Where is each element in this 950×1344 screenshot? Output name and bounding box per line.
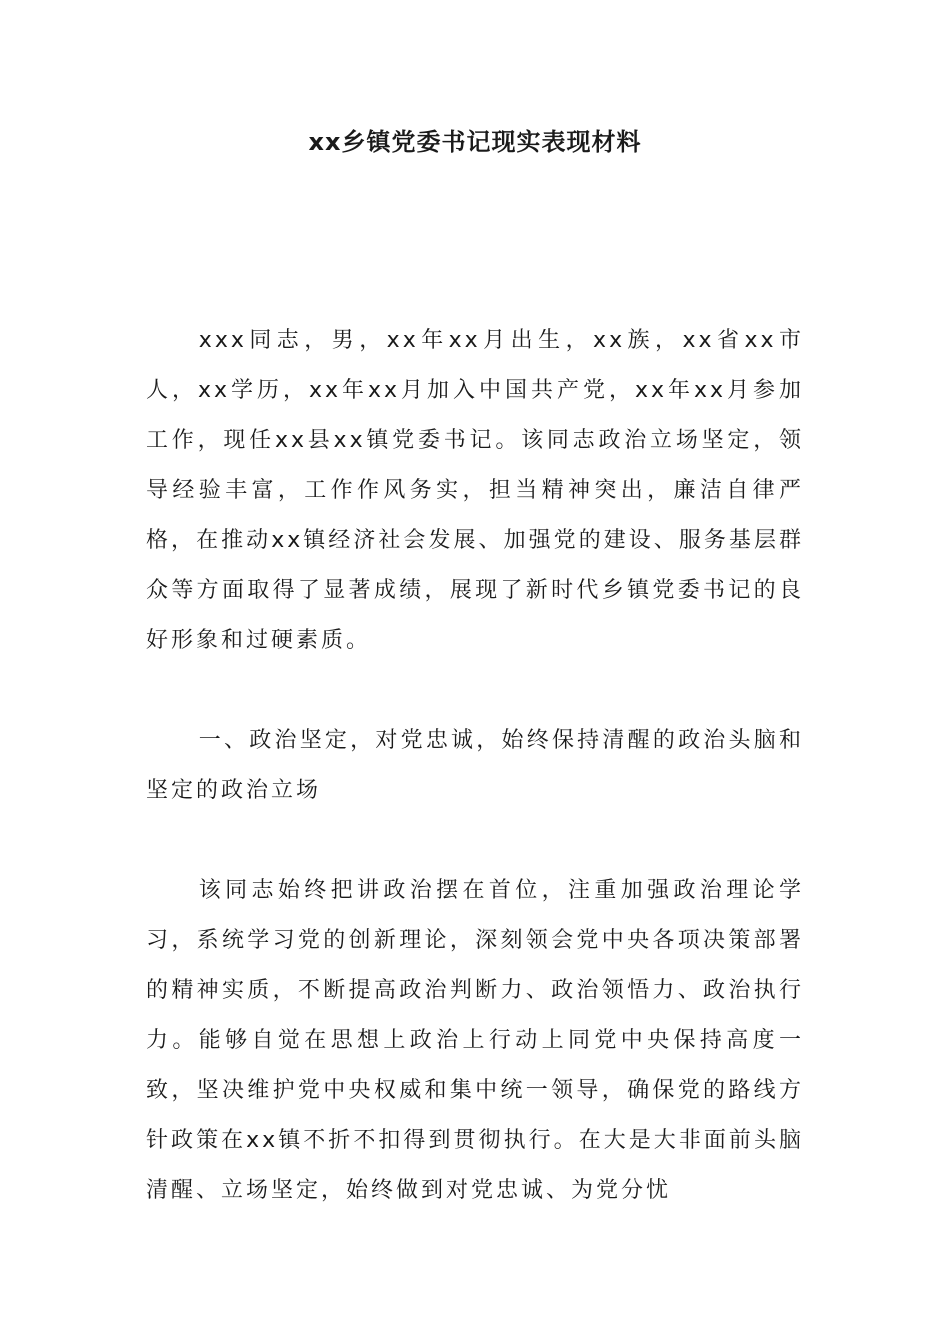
intro-paragraph: xxx同志，男，xx年xx月出生，xx族，xx省xx市人，xx学历，xx年xx月加入中国共产党，xx年xx月参加工作，现任xx县xx镇党委书记。该同志政治立场坚定，领导经验丰富，工作作风务实，担当精神突出，廉洁自律严格，在推动xx镇经济社会发展、加强党的建设、服务基层群众等方面取得了显著成绩，展现了新时代乡镇党委书记的良好形象和过硬素质。 [146,328,804,653]
section-heading-1: 一、政治坚定，对党忠诚，始终保持清醒的政治头脑和坚定的政治立场 [146,728,804,803]
section-1-paragraph: 该同志始终把讲政治摆在首位，注重加强政治理论学习，系统学习党的创新理论，深刻领会党中央各项决策部署的精神实质，不断提高政治判断力、政治领悟力、政治执行力。能够自觉在思想上政治上行动上同党中央保持高度一致，坚决维护党中央权威和集中统一领导，确保党的路线方针政策在xx镇不折不扣得到贯彻执行。在大是大非面前头脑清醒、立场坚定，始终做到对党忠诚、为党分忧 [146,878,804,1203]
document-title: xx乡镇党委书记现实表现材料 [308,128,642,156]
